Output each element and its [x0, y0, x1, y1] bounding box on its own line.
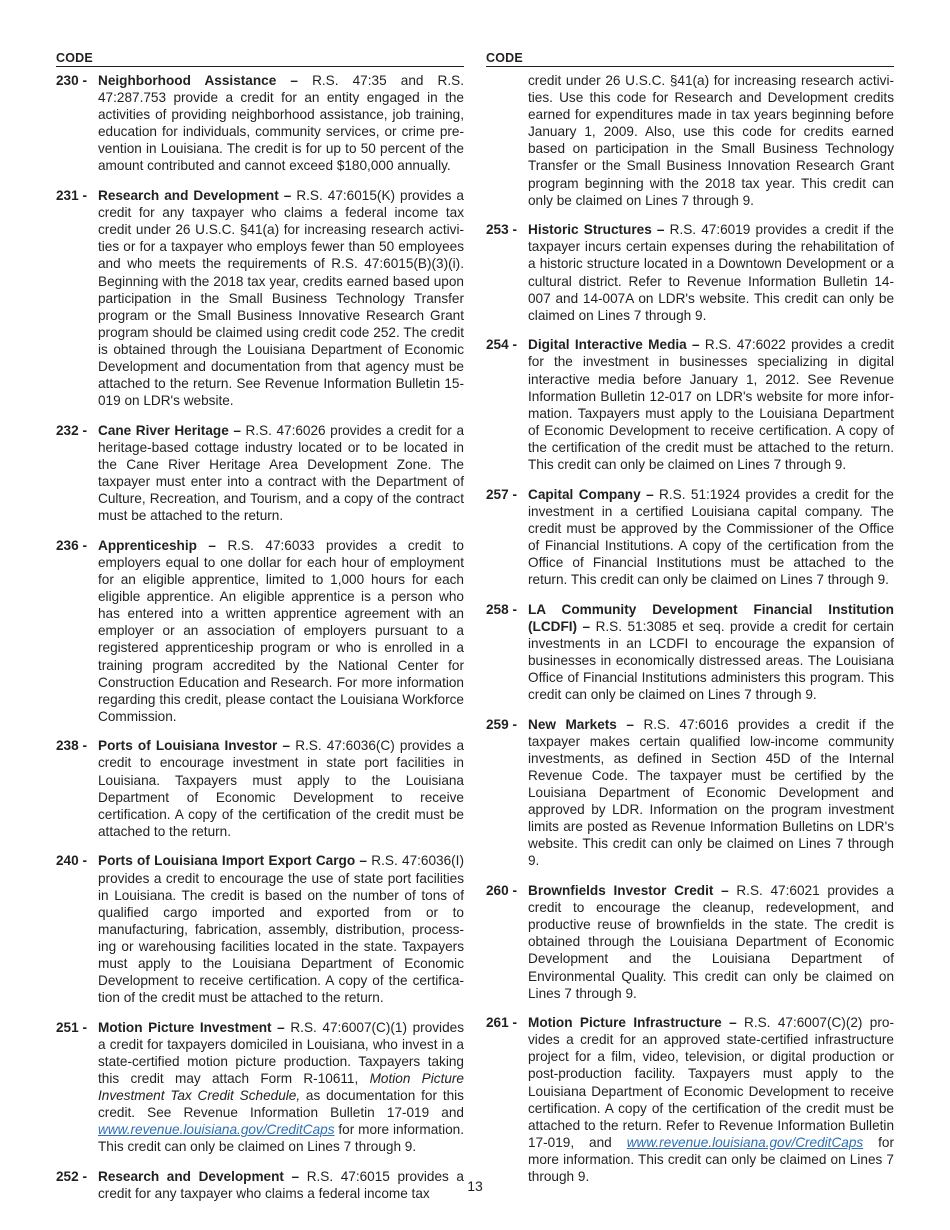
form-title-italic: Motion Picture Investment Tax Credit Schedule, [98, 1071, 464, 1104]
credit-code: 260 - [486, 883, 517, 899]
credit-code: 254 - [486, 337, 517, 353]
credit-text: as documentation for this credit. See Revenue Information Bulletin 17-019 and [98, 1088, 464, 1121]
column-header-code: CODE [56, 51, 464, 67]
credit-description [528, 716, 894, 870]
credit-text: R.S. 47:6033 provides a credit to employers equal to one dollar for each hour of employment for an eligible apprentice, limited to 1,000 hours for each eligible apprentice. An eligible apprentice is a person who has entered into a written apprentice agreement with an employer or an association of employers pursuant to a registered apprenticeship program or who is enrolled in a training program accredited by the National Center for Construction Education and Research. For more information regarding this credit, please contact the Louisiana Workforce Commission. [98, 537, 464, 724]
credit-title: Cane River Heritage – [98, 422, 241, 438]
credit-description [98, 537, 464, 725]
credit-title: Research and Development – [98, 188, 292, 204]
credit-entry [486, 221, 894, 324]
credit-entry [56, 852, 464, 1006]
credit-code: 232 - [56, 422, 87, 438]
credit-description [528, 221, 894, 324]
credit-caps-link[interactable]: www.revenue.louisiana.gov/CreditCaps [98, 1122, 335, 1138]
credit-text: R.S. 47:6036(C) provides a credit to encourage investment in state port facilities in Louisiana. Taxpayers must apply to the Louisiana Department of Economic Development to receive certification. A copy of the certification of the credit must be attached to the return. [98, 738, 465, 839]
credit-title: Digital Interactive Media – [528, 337, 700, 353]
right-entry-list [486, 72, 894, 1185]
credit-title: Research and Development – [98, 1169, 300, 1185]
credit-text: R.S. 47:6016 provides a credit if the taxpayer makes certain qualified low-income community investments, as defined in Section 45D of the Internal Revenue Code. The taxpayer must be certified by the Louisiana Department of Economic Development and approved by LDR. Information on the program investment limits are posted as Revenue Information Bulletins on LDR's website. This credit can only be claimed on Lines 7 through 9. [528, 716, 895, 869]
credit-title: LA Community Development Financial Institution (LCDFI) – [528, 601, 894, 634]
credit-code: 238 - [56, 738, 87, 754]
credit-code: 259 - [486, 716, 517, 732]
credit-entry-continued [486, 72, 894, 209]
credit-description [98, 187, 464, 409]
credit-code: 252 - [56, 1169, 87, 1185]
credit-title: Neighborhood Assistance – [98, 73, 298, 88]
credit-code: 253 - [486, 222, 517, 238]
credit-text: R.S. 47:6007(C)(2) provides a credit for an approved state-certified infrastructure project for a film, video, television, or digital production or post-production facility. Taxpayers must apply to the Louisiana Department of Economic Development to receive certification. A copy of the certification of the credit must be attached to the return. Refer to Revenue Information Bulletin 17-019, and [528, 1015, 894, 1150]
credit-entry [56, 422, 464, 525]
credit-title: Ports of Louisiana Import Export Cargo – [98, 853, 367, 869]
credit-text: R.S. 47:6007(C)(1) provides a credit for taxpayers domiciled in Louisiana, who invest in a state-certified motion picture production. Taxpayers taking this credit may attach Form R-10611, [98, 1019, 464, 1087]
column-header-code: CODE [486, 51, 894, 67]
credit-title: Capital Company – [528, 486, 654, 502]
credit-code: 258 - [486, 601, 517, 617]
credit-text: R.S. 47:6022 provides a credit for the investment in businesses specializing in digital interactive media before January 1, 2012. See Revenue Information Bulletin 12-017 on LDR's website for more information. Taxpayers must apply to the Louisiana Department of Economic Development to receive certification. A copy of the certification of the credit must be attached to the return. This credit can only be claimed on Lines 7 through 9. [528, 337, 894, 472]
credit-code: 240 - [56, 853, 87, 869]
credit-description [528, 882, 894, 1002]
credit-text: R.S. 47:6026 provides a credit for a heritage-based cottage industry located or to be located in the Cane River Heritage Area Development Zone. The taxpayer must enter into a contract with the Department of Culture, Recreation, and Tourism, and a copy of the contract must be attached to the return. [98, 422, 465, 524]
credit-title: Ports of Louisiana Investor – [98, 738, 291, 754]
right-column [486, 51, 894, 1198]
credit-text: for more information. This credit can only be claimed on Lines 7 through 9. [98, 1122, 464, 1155]
credit-description [528, 601, 894, 704]
credit-description [98, 737, 464, 840]
credit-entry [56, 187, 464, 409]
credit-description [528, 72, 894, 209]
credit-description [98, 422, 464, 525]
credit-title: Brownfields Investor Credit – [528, 883, 729, 899]
left-column [56, 51, 464, 1215]
credit-text: R.S. 51:1924 provides a credit for the investment in a certified Louisiana capital company. The credit must be approved by the Commissioner of the Office of Financial Institutions. A copy of the certification from the Office of Financial Institutions must be attached to the return. This credit can only be claimed on Lines 7 through 9. [528, 486, 894, 588]
credit-entry [486, 1014, 894, 1185]
credit-title: Motion Picture Investment – [98, 1019, 285, 1035]
credit-entry [486, 486, 894, 589]
credit-title: New Markets – [528, 716, 634, 732]
credit-text: R.S. 47:6015 provides a credit for any taxpayer who claims a federal income tax [98, 1169, 464, 1202]
credit-text: R.S. 47:6036(I) provides a credit to encourage the use of state port facilities in Louisiana. The credit is based on the number of tons of qualified cargo imported and exported from or to manufacturing, fabrication, assembly, distribution, processing or warehousing facilities located in the state. Taxpayers must apply to the Louisiana Department of Economic Development to receive certification. A copy of the certification of the credit must be attached to the return. [98, 853, 464, 1006]
credit-code: 236 - [56, 537, 87, 553]
left-entry-list [56, 72, 464, 1202]
credit-text: R.S. 47:6019 provides a credit if the taxpayer incurs certain expenses during the rehabilitation of a historic structure located in a Downtown Development or a cultural district. Refer to Revenue Information Bulletin 14-007 and 14-007A on LDR's website. This credit can only be claimed on Lines 7 through 9. [528, 222, 894, 323]
credit-description [98, 1019, 464, 1156]
credit-entry [56, 1019, 464, 1156]
credit-description [528, 1014, 894, 1185]
credit-title: Historic Structures – [528, 222, 665, 238]
credit-title: Motion Picture Infrastructure – [528, 1015, 737, 1031]
credit-description [528, 486, 894, 589]
credit-text: R.S. 47:6021 provides a credit to encourage the cleanup, redevelopment, and productive reuse of brownfields in the state. The credit is obtained through the Louisiana Department of Economic Development and the Louisiana Department of Environmental Quality. This credit can only be claimed on Lines 7 through 9. [528, 883, 894, 1001]
credit-entry [56, 737, 464, 840]
credit-entry [486, 882, 894, 1002]
credit-text: for more information. This credit can only be claimed on Lines 7 through 9. [528, 1134, 895, 1185]
credit-code: 231 - [56, 188, 87, 204]
credit-description [528, 336, 894, 473]
credit-description [98, 72, 464, 175]
credit-text: R.S. 47:6015(K) provides a credit for any taxpayer who claims a federal income tax credit under 26 U.S.C. §41(a) for increasing research activities or for a taxpayer who employs fewer than 50 employees and who meets the requirements of R.S. 47:6015(B)(3)(i). Beginning with the 2018 tax year, credits earned based upon participation in the Small Business Technology Transfer program or the Small Business Innovative Research Grant program should be claimed using credit code 252. The credit is obtained through the Louisiana Department of Economic Development and documentation from that agency must be attached to the return. See Revenue Information Bulletin 15-019 on LDR's website. [98, 188, 464, 409]
credit-entry [56, 537, 464, 725]
credit-entry [486, 716, 894, 870]
credit-text: credit under 26 U.S.C. §41(a) for increasing research activities. Use this code for Research and Development credits earned for expenditures made in tax years beginning before January 1, 2009. Also, use this code for credits earned based on participation in the Small Business Technology Transfer or the Small Business Innovation Research Grant program beginning with the 2018 tax year. This credit can only be claimed on Lines 7 through 9. [528, 73, 894, 208]
credit-text: R.S. 47:35 and R.S. 47:287.753 provide a credit for an entity engaged in the activities of providing neighborhood assistance, job training, education for individuals, community services, or crime prevention in Louisiana. The credit is for up to 50 percent of the amount contributed and cannot exceed $180,000 annually. [98, 73, 464, 174]
credit-title: Apprenticeship – [98, 537, 216, 553]
credit-entry [486, 601, 894, 704]
credit-code: 230 - [56, 73, 87, 88]
credit-description [98, 852, 464, 1006]
credit-code: 261 - [486, 1015, 517, 1031]
page-number: 13 [467, 1178, 483, 1194]
credit-code: 251 - [56, 1019, 87, 1035]
credit-caps-link[interactable]: www.revenue.louisiana.gov/CreditCaps [626, 1134, 864, 1150]
credit-code: 257 - [486, 486, 517, 502]
credit-entry [486, 336, 894, 473]
credit-entry [56, 72, 464, 175]
credit-text: R.S. 51:3085 et seq. provide a credit for certain investments in an LCDFI to encourage the expansion of businesses in economically distressed areas. The Louisiana Office of Financial Institutions administers this program. This credit can only be claimed on Lines 7 through 9. [528, 618, 894, 703]
